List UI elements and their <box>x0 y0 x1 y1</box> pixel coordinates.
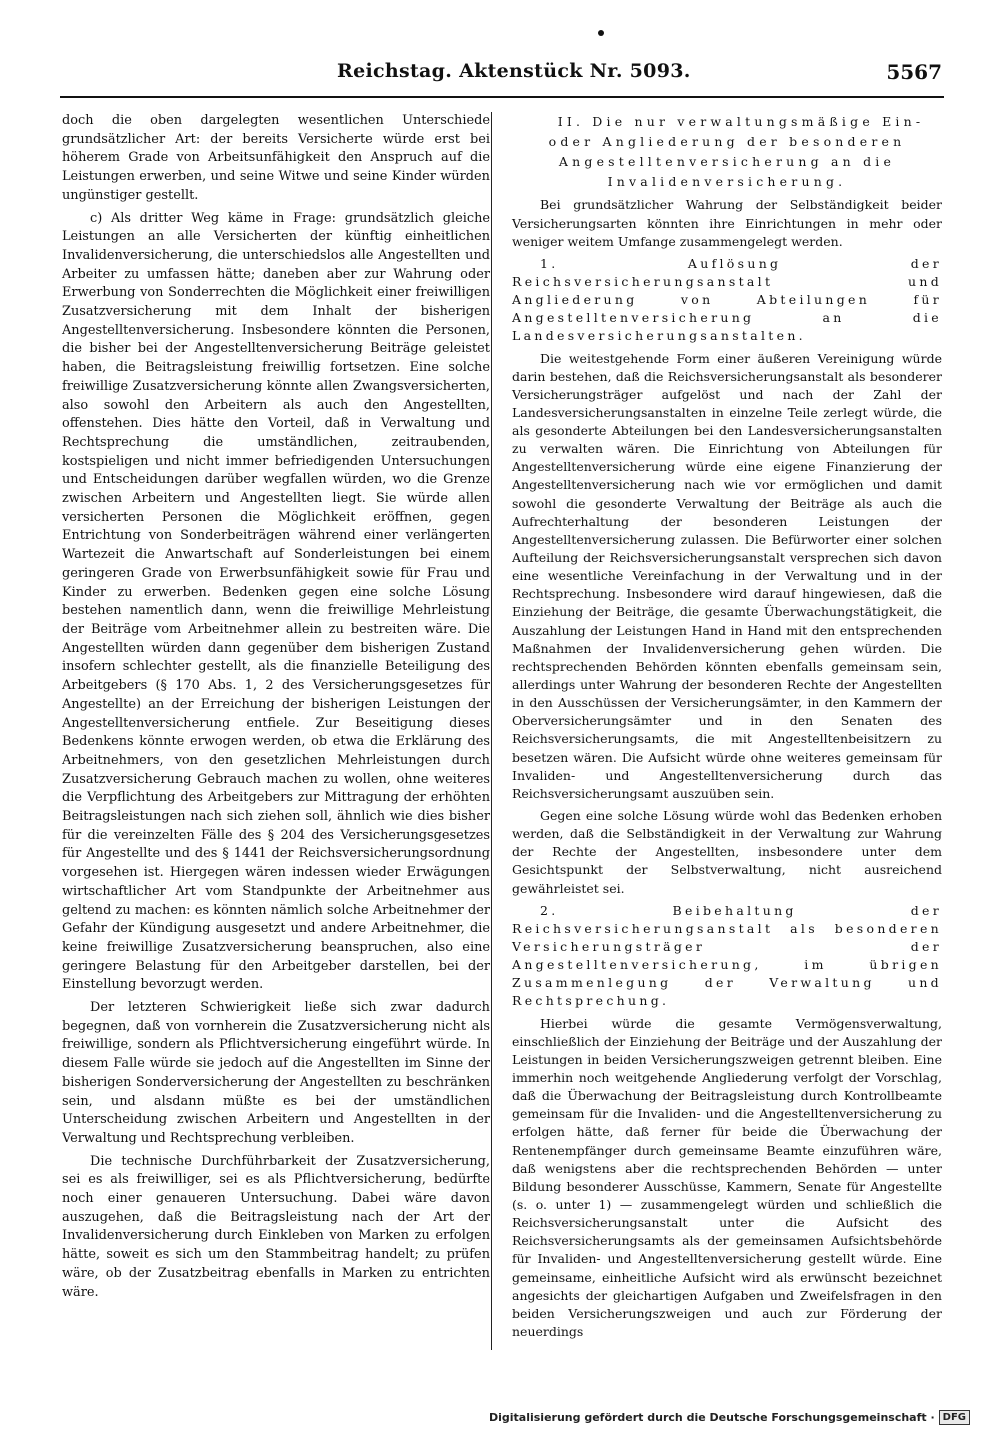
page-number: 5567 <box>886 60 942 84</box>
paragraph: Bei grundsätzlicher Wahrung der Selbständigkeit beider Versicherungsarten könnten ihre Einrichtungen in mehr oder weniger weitem Umfange zusammengelegt werden. <box>512 197 942 249</box>
paragraph: c) Als dritter Weg käme in Frage: grundsätzlich gleiche Leistungen an alle Versicherten der künftig einheitlichen Invalidenversicherung, die unterschiedslos alle Angestellten und Arbeiter zu umfassen hätte; daneben aber zur Wahrung oder Erwerbung von Sonderrechten die Möglichkeit einer freiwilligen Zusatzversicherung mit dem Inhalt der bisherigen Angestelltenversicherung. Insbesondere könnten die Personen, die bisher bei der Angestelltenversicherung Beiträge geleistet haben, die Beitragsleistung freiwillig fortsetzen. Eine solche freiwillige Zusatzversicherung könnte allen Zwangsversicherten, also sowohl den Arbeitern als auch den Angestellten, offenstehen. Dies hätte den Vorteil, daß in Verwaltung und Rechtsprechung die umständlichen, zeitraubenden, kostspieligen und nicht immer befriedigenden Untersuchungen und Entscheidungen darüber wegfallen würden, wo die Grenze zwischen Arbeitern und Angestellten liegt. Sie würde allen versicherten Personen die Möglichkeit eröffnen, gegen Entrichtung von Sonderbeiträgen während einer verlängerten Wartezeit die Anwartschaft auf Sonderleistungen bei einem geringeren Grade von Erwerbsunfähigkeit sowie für Frau und Kinder zu erwerben. Bedenken gegen eine solche Lösung bestehen namentlich dann, wenn die freiwillige Mehrleistung der Beiträge vom Arbeitnehmer allein zu bestreiten wäre. Die Angestellten würden dann gegenüber dem bisherigen Zustand insofern schlechter gestellt, als die finanzielle Beteiligung des Arbeitgebers (§ 170 Abs. 1, 2 des Versicherungsgesetzes für Angestellte) an der Erreichung der bisherigen Leistungen der Angestelltenversicherung entfiele. Zur Beseitigung dieses Bedenkens könnte erwogen werden, ob etwa die Erklärung des Arbeitnehmers, von den gesetzlichen Mehrleistungen durch Zusatzversicherung Gebrauch machen zu wollen, ohne weiteres die Verpflichtung des Arbeitgebers zur Mittragung der erhöhten Beitragsleistungen nach sich ziehen soll, ähnlich wie dies bisher für die vereinzelten Fälle des § 204 des Versicherungsgesetzes für Angestellte und des § 1441 der Reichsversicherungsordnung vorgesehen ist. Hiergegen wären indessen wieder Erwägungen wirtschaftlicher Art vom Standpunkte der Arbeitnehmer aus geltend zu machen: es könnten nämlich solche Arbeitnehmer der Gefahr der Kündigung ausgesetzt und andere Arbeitnehmer, die keine freiwillige Zusatzversicherung beanspruchen, also eine geringere Belastung für den Arbeitgeber darstellen, bei der Einstellung bevorzugt werden. <box>62 210 490 993</box>
paragraph: Die technische Durchführbarkeit der Zusatzversicherung, sei es als freiwilliger, sei es als Pflichtversicherung, bedürfte noch einer genaueren Untersuchung. Dabei wäre davon auszugehen, daß die Beitragsleistung nach der Art der Invalidenversicherung durch Einkleben von Marken zu erfolgen hätte, soweit es sich um den Stammbeitrag handelt; zu prüfen wäre, ob der Zusatzbeitrag ebenfalls in Marken zu entrichten wäre. <box>62 1153 490 1300</box>
paragraph: doch die oben dargelegten wesentlichen Unterschiede grundsätzlicher Art: der bereits Versicherte würde erst bei höherem Grade von Arbeitsunfähigkeit den Anspruch auf die Leistungen erwerben, und seine Witwe und seine Kinder würden ungünstiger gestellt. <box>62 113 490 203</box>
section-title: II. Die nur verwaltungsmäßige Ein- oder Angliederung der besonderen Angestelltenversicherung an die Invalidenversicherung. <box>548 114 925 190</box>
running-title: Reichstag. Aktenstück Nr. 5093. <box>337 60 691 82</box>
subsection-title: 1. Auflösung der Reichsversicherungsanstalt und Angliederung von Abteilungen für Angestelltenversicherung an die Landesversicherungsanstalten. <box>512 255 942 344</box>
print-mark <box>598 30 604 36</box>
left-column <box>62 112 490 1302</box>
right-column <box>512 112 942 1341</box>
paragraph: Hierbei würde die gesamte Vermögensverwaltung, einschließlich der Einziehung der Beiträge und der Auszahlung der Leistungen in beiden Versicherungszweigen getrennt bleiben. Eine immerhin noch weitgehende Angliederung verfolgt der Vorschlag, daß die Überwachung der Beitragsleistung durch Kontrollbeamte gemeinsam für die Invaliden- und die Angestelltenversicherung zu erfolgen hätte, daß ferner für beide die Überwachung der Rentenempfänger durch gemeinsame Beamte einzuführen wäre, daß wenigstens aber die rechtsprechenden Behörden — unter Bildung besonderer Ausschüsse, Kammern, Senate für Angestellte (s. o. unter 1) — zusammengelegt würden und schließlich die Reichsversicherungsanstalt unter die Aufsicht des Reichsversicherungsamts als der gemeinsamen Aufsichtsbehörde für Invaliden- und Angestelltenversicherung gestellt würde. Eine gemeinsame, einheitliche Aufsicht wird als erwünscht bezeichnet angesichts der gleichartigen Aufgaben und Zweifelsfragen in den beiden Versicherungszweigen und auch zur Förderung der neuerdings <box>512 1015 942 1339</box>
page-header <box>60 58 944 92</box>
paragraph: Gegen eine solche Lösung würde wohl das Bedenken erhoben werden, daß die Selbständigkeit in der Verwaltung zur Wahrung der Rechte der Angestellten, insbesondere unter dem Gesichtspunkt der Selbstverwaltung, nicht ausreichend gewährleistet sei. <box>512 808 942 896</box>
credit-text: Digitalisierung gefördert durch die Deutsche Forschungsgemeinschaft · <box>488 1411 935 1424</box>
dfg-logo: DFG <box>939 1410 970 1425</box>
digitization-credit <box>489 1410 970 1425</box>
paragraph: Der letzteren Schwierigkeit ließe sich zwar dadurch begegnen, daß von vornherein die Zusatzversicherung nicht als freiwillige, sondern als Pflichtversicherung eingeführt würde. In diesem Falle würde sie jedoch auf die Angestellten im Sinne der bisherigen Sonderversicherung der Angestellten zu beschränken sein, und alsdann müßte es bei der umständlichen Unterscheidung zwischen Arbeitern und Angestellten in der Verwaltung und Rechtsprechung verbleiben. <box>62 1000 490 1146</box>
column-divider <box>491 112 492 1350</box>
subsection-title: 2. Beibehaltung der Reichsversicherungsanstalt als besonderen Versicherungsträger der Angestelltenversicherung, im übrigen Zusammenlegung der Verwaltung und Rechtsprechung. <box>512 902 942 1009</box>
paragraph: Die weitestgehende Form einer äußeren Vereinigung würde darin bestehen, daß die Reichsversicherungsanstalt als besonderer Versicherungsträger aufgelöst und nach der Zahl der Landesversicherungsanstalten in einzelne Teile zerlegt würde, die als gesonderte Abteilungen bei den Landesversicherungsanstalten zu verwalten wären. Die Einrichtung von Abteilungen für Angestelltenversicherung würde eine eigene Finanzierung der Angestelltenversicherung nach wie vor ermöglichen und damit sowohl die gesonderte Verwaltung der Beiträge als auch die Aufrechterhaltung der besonderen Leistungen der Angestelltenversicherung zulassen. Die Befürworter einer solchen Aufteilung der Reichsversicherungsanstalt versprechen sich davon eine wesentliche Vereinfachung in der Verwaltung und in der Rechtsprechung. Insbesondere wird darauf hingewiesen, daß die Einziehung der Beiträge, die gesamte Überwachungstätigkeit, die Auszahlung der Leistungen Hand in Hand mit den entsprechenden Maßnahmen der Invalidenversicherung gehen würden. Die rechtsprechenden Behörden könnten ebenfalls gemeinsam sein, allerdings unter Wahrung der besonderen Rechte der Angestellten in den Ausschüssen der Versicherungsämter, in den Kammern der Oberversicherungsämter und in den Senaten des Reichsversicherungsamts, die mit Angestelltenbeisitzern zu besetzen wären. Die Aufsicht würde ohne weiteres gemeinsam für Invaliden- und Angestelltenversicherung durch das Reichsversicherungsamt auszuüben sein. <box>512 350 942 801</box>
header-rule <box>60 96 944 98</box>
